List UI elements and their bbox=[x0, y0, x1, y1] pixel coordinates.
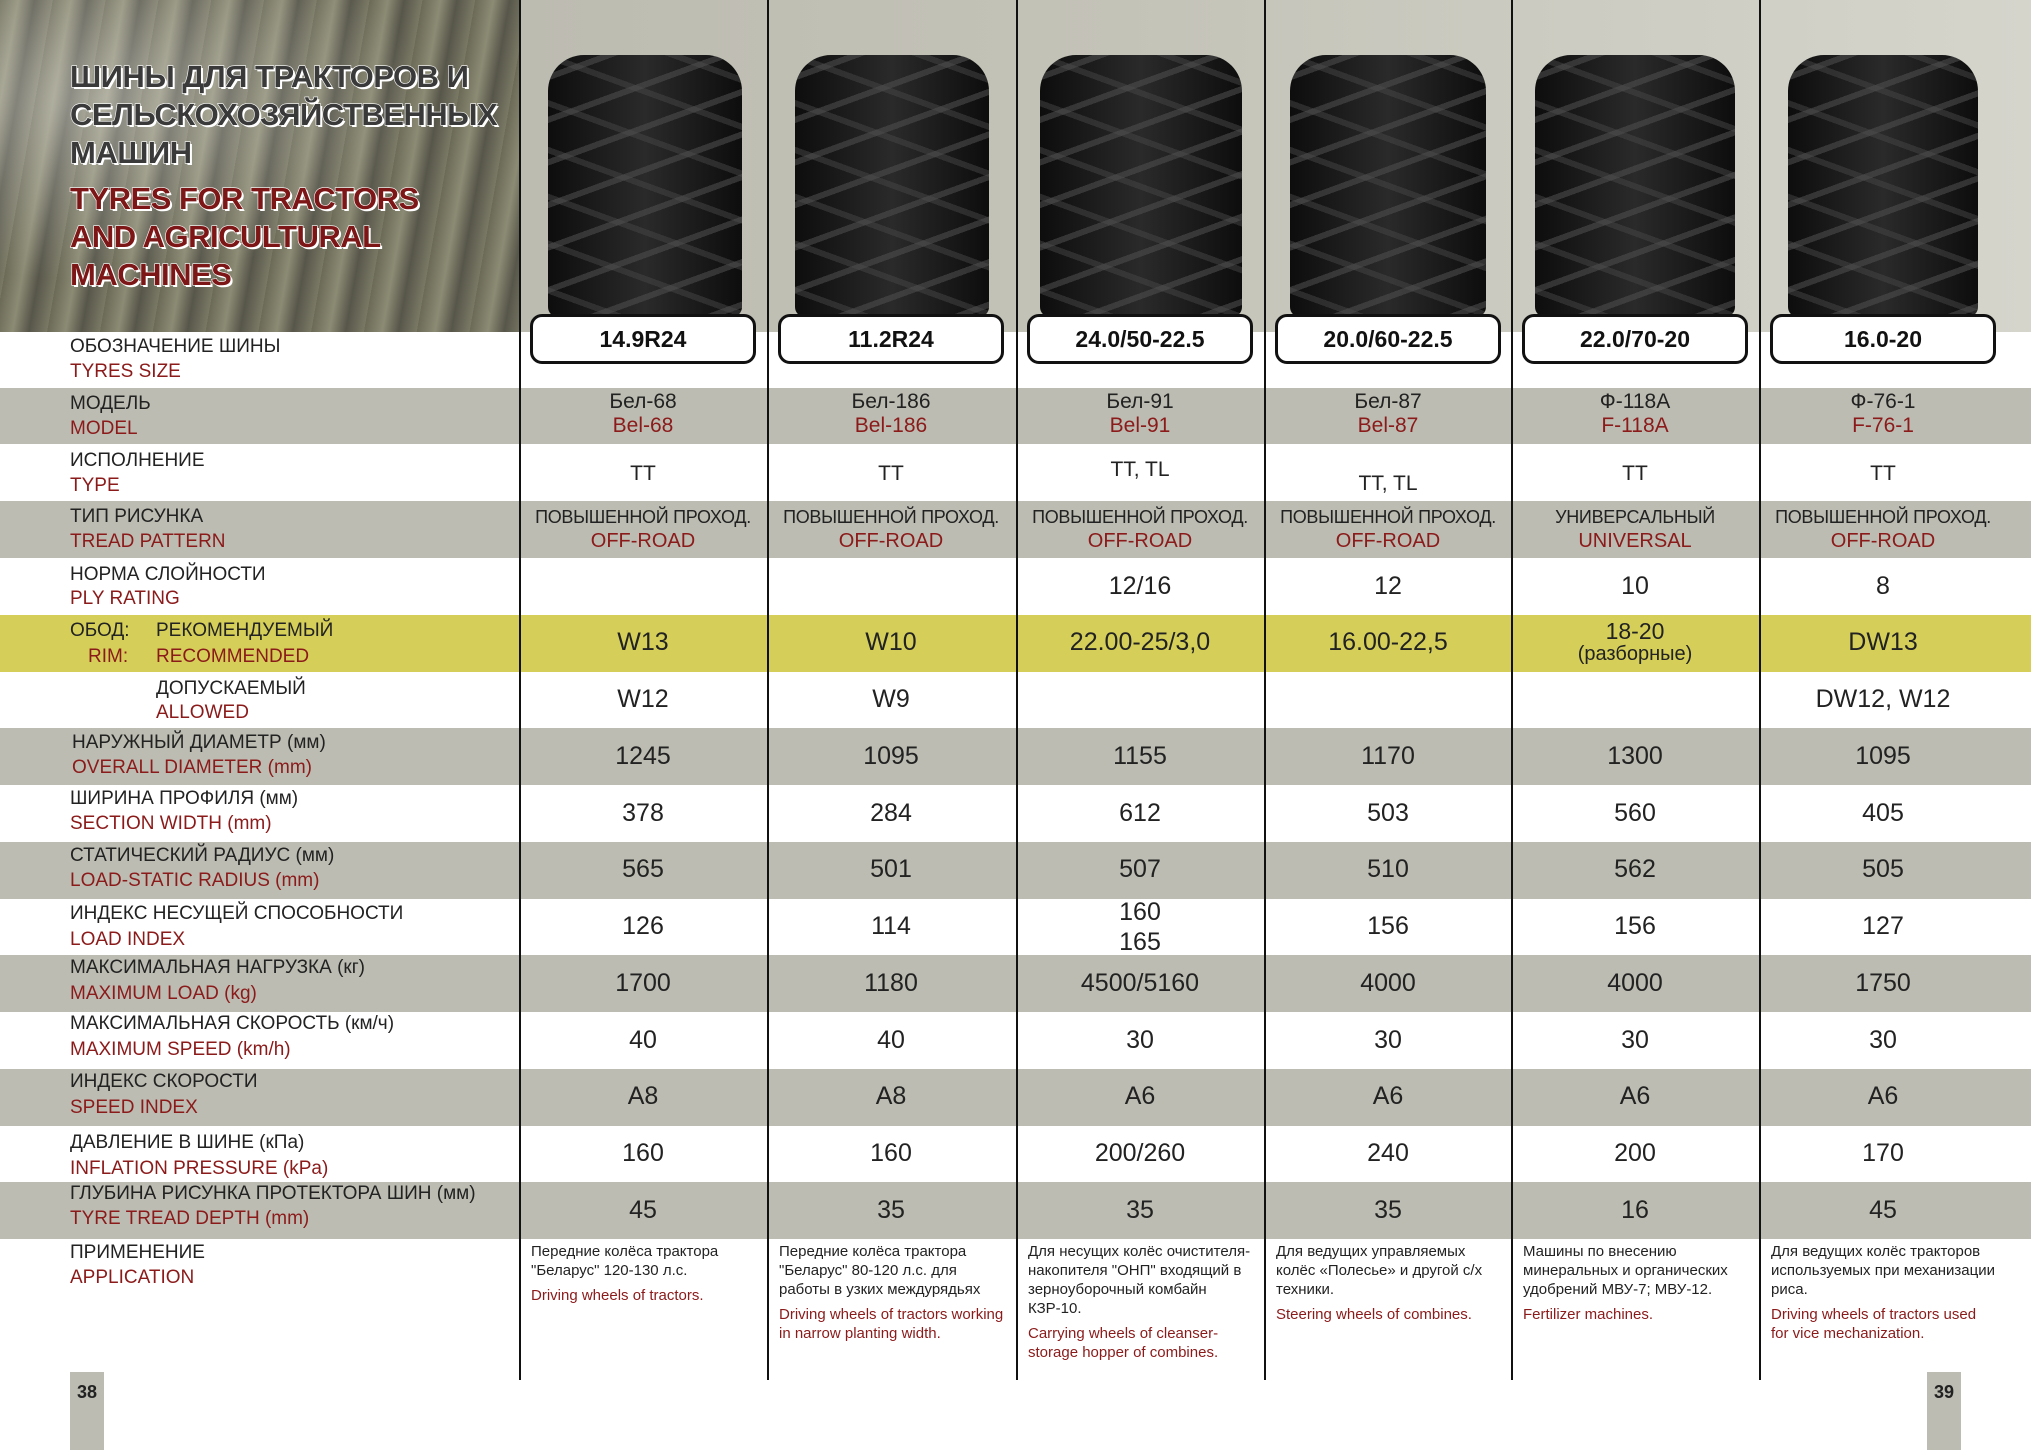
tyre-size-3: 24.0/50-22.5 bbox=[1027, 314, 1253, 364]
cell-model-ru: Бел-68 bbox=[609, 390, 677, 413]
cell-model-ru: Бел-186 bbox=[851, 390, 931, 413]
cell-width: 612 bbox=[1119, 799, 1161, 827]
label-speedindex-ru: ИНДЕКС СКОРОСТИ bbox=[70, 1071, 258, 1092]
tyre-image-1 bbox=[548, 55, 742, 317]
label-ply-en: PLY RATING bbox=[70, 588, 180, 609]
label-diameter-ru: НАРУЖНЫЙ ДИАМЕТР (мм) bbox=[72, 732, 326, 753]
cell-speed-index: A8 bbox=[627, 1082, 659, 1110]
cell-type: TT bbox=[878, 462, 904, 485]
cell-load-index: 156 bbox=[1614, 912, 1656, 940]
cell-diameter: 1155 bbox=[1113, 742, 1167, 770]
cell-tread-depth: 45 bbox=[629, 1196, 657, 1224]
label-ply-ru: НОРМА СЛОЙНОСТИ bbox=[70, 564, 266, 585]
label-maxspeed-en: MAXIMUM SPEED (km/h) bbox=[70, 1039, 291, 1060]
cell-diameter: 1095 bbox=[863, 742, 919, 770]
tyre-image-2 bbox=[795, 55, 989, 317]
cell-model-ru: Ф-118А bbox=[1599, 390, 1671, 413]
cell-tread-en: OFF-ROAD bbox=[1335, 530, 1441, 552]
label-radius-ru: СТАТИЧЕСКИЙ РАДИУС (мм) bbox=[70, 845, 335, 866]
cell-tread-depth: 35 bbox=[1374, 1196, 1402, 1224]
label-rim-rec-ru: РЕКОМЕНДУЕМЫЙ bbox=[156, 620, 334, 641]
application-en: Driving wheels of tractors. bbox=[531, 1287, 704, 1304]
cell-type: TT bbox=[1870, 462, 1896, 485]
cell-application bbox=[1028, 1242, 1254, 1362]
cell-tread-en: OFF-ROAD bbox=[1087, 530, 1193, 552]
page-number-right: 39 bbox=[1927, 1372, 1961, 1450]
label-width-ru: ШИРИНА ПРОФИЛЯ (мм) bbox=[70, 788, 299, 809]
title-ru: ШИНЫ ДЛЯ ТРАКТОРОВ И СЕЛЬСКОХОЗЯЙСТВЕННЫХ МАШИН bbox=[70, 59, 498, 170]
cell-width: 560 bbox=[1614, 799, 1656, 827]
application-ru: Машины по внесению минеральных и органических удобрений МВУ-7; МВУ-12. bbox=[1523, 1243, 1728, 1298]
cell-tread-ru: УНИВЕРСАЛЬНЫЙ bbox=[1555, 507, 1715, 527]
column-divider bbox=[1016, 0, 1018, 1380]
cell-tread-depth: 35 bbox=[1126, 1196, 1154, 1224]
cell-tread-ru: ПОВЫШЕННОЙ ПРОХОД. bbox=[535, 507, 751, 527]
label-loadindex-en: LOAD INDEX bbox=[70, 929, 186, 950]
cell-width: 284 bbox=[870, 799, 912, 827]
cell-model-ru: Бел-87 bbox=[1354, 390, 1422, 413]
cell-rim-recommended: W10 bbox=[865, 628, 917, 656]
cell-speed-index: A6 bbox=[1867, 1082, 1899, 1110]
cell-speed-index: A6 bbox=[1619, 1082, 1651, 1110]
cell-application bbox=[1276, 1242, 1502, 1324]
cell-pressure: 240 bbox=[1367, 1139, 1409, 1167]
tyre-size-4: 20.0/60-22.5 bbox=[1275, 314, 1501, 364]
cell-radius: 507 bbox=[1119, 855, 1161, 883]
cell-type: TT bbox=[630, 462, 656, 485]
cell-load-index: 156 bbox=[1367, 912, 1409, 940]
cell-width: 405 bbox=[1862, 799, 1904, 827]
cell-rim-allowed: W9 bbox=[872, 685, 910, 713]
cell-max-load: 4000 bbox=[1607, 969, 1663, 997]
tyre-size-5: 22.0/70-20 bbox=[1522, 314, 1748, 364]
cell-model-ru: Ф-76-1 bbox=[1850, 390, 1916, 413]
cell-speed-index: A8 bbox=[875, 1082, 907, 1110]
application-ru: Для ведущих колёс тракторов используемых при механизации риса. bbox=[1771, 1243, 1995, 1298]
label-tread-en: TREAD PATTERN bbox=[70, 531, 226, 552]
cell-tread-ru: ПОВЫШЕННОЙ ПРОХОД. bbox=[1280, 507, 1496, 527]
cell-application bbox=[1771, 1242, 1997, 1343]
application-ru: Передние колёса трактора "Беларус" 80-120 л.с. для работы в узких междурядьях bbox=[779, 1243, 981, 1298]
cell-rim-note: (разборные) bbox=[1577, 643, 1693, 665]
cell-pressure: 160 bbox=[622, 1139, 664, 1167]
cell-model-en: Bel-87 bbox=[1357, 414, 1419, 437]
cell-max-load: 1700 bbox=[615, 969, 671, 997]
application-ru: Для несущих колёс очистителя-накопителя "ОНП" входящий в зерноуборочный комбайн КЗР-10. bbox=[1028, 1243, 1251, 1317]
cell-width: 378 bbox=[622, 799, 664, 827]
label-width-en: SECTION WIDTH (mm) bbox=[70, 813, 272, 834]
cell-tread-ru: ПОВЫШЕННОЙ ПРОХОД. bbox=[1032, 507, 1248, 527]
cell-radius: 505 bbox=[1862, 855, 1904, 883]
column-divider bbox=[1264, 0, 1266, 1380]
cell-tread-en: OFF-ROAD bbox=[590, 530, 696, 552]
label-depth-ru: ГЛУБИНА РИСУНКА ПРОТЕКТОРА ШИН (мм) bbox=[70, 1183, 476, 1204]
label-model-en: MODEL bbox=[70, 418, 138, 439]
application-en: Driving wheels of tractors working in narrow planting width. bbox=[779, 1306, 1004, 1342]
tyre-image-3 bbox=[1040, 55, 1242, 317]
application-ru: Передние колёса трактора "Беларус" 120-130 л.с. bbox=[531, 1243, 719, 1279]
cell-diameter: 1245 bbox=[615, 742, 671, 770]
cell-radius: 565 bbox=[622, 855, 664, 883]
tyre-image-6 bbox=[1788, 55, 1978, 317]
cell-tread-ru: ПОВЫШЕННОЙ ПРОХОД. bbox=[783, 507, 999, 527]
tyre-image-5 bbox=[1535, 55, 1735, 317]
cell-model-ru: Бел-91 bbox=[1106, 390, 1174, 413]
cell-pressure: 200/260 bbox=[1094, 1139, 1186, 1167]
cell-width: 503 bbox=[1367, 799, 1409, 827]
cell-tread-depth: 35 bbox=[877, 1196, 905, 1224]
cell-tread-ru: ПОВЫШЕННОЙ ПРОХОД. bbox=[1775, 507, 1991, 527]
cell-max-speed: 30 bbox=[1621, 1026, 1649, 1054]
cell-max-load: 4500/5160 bbox=[1080, 969, 1200, 997]
header-photo-tractor-tyre bbox=[0, 0, 520, 332]
cell-model-en: Bel-186 bbox=[854, 414, 928, 437]
cell-type: TT, TL bbox=[1358, 472, 1418, 495]
cell-type: TT, TL bbox=[1110, 458, 1170, 481]
cell-rim-recommended: 16.00-22,5 bbox=[1328, 628, 1448, 656]
label-maxload-en: MAXIMUM LOAD (kg) bbox=[70, 983, 257, 1004]
label-type-ru: ИСПОЛНЕНИЕ bbox=[70, 450, 205, 471]
cell-ply: 8 bbox=[1876, 572, 1890, 600]
cell-tread-depth: 45 bbox=[1869, 1196, 1897, 1224]
cell-tread-en: OFF-ROAD bbox=[1830, 530, 1936, 552]
cell-load-index: 127 bbox=[1862, 912, 1904, 940]
label-pressure-ru: ДАВЛЕНИЕ В ШИНЕ (кПа) bbox=[70, 1132, 305, 1153]
cell-application bbox=[531, 1242, 757, 1305]
cell-load-index: 126 bbox=[622, 912, 664, 940]
cell-load-index: 114 bbox=[871, 912, 911, 940]
cell-load-index-2: 165 bbox=[1119, 928, 1161, 956]
application-ru: Для ведущих управляемых колёс «Полесье» и другой с/х техники. bbox=[1276, 1243, 1483, 1298]
label-rim-en: RIM: bbox=[88, 646, 129, 667]
cell-rim-allowed: W12 bbox=[617, 685, 669, 713]
application-en: Driving wheels of tractors used for vice mechanization. bbox=[1771, 1306, 1977, 1342]
cell-model-en: Bel-68 bbox=[612, 414, 674, 437]
cell-speed-index: A6 bbox=[1372, 1082, 1404, 1110]
cell-radius: 501 bbox=[870, 855, 912, 883]
label-diameter-en: OVERALL DIAMETER (mm) bbox=[72, 757, 312, 778]
cell-max-speed: 30 bbox=[1126, 1026, 1154, 1054]
cell-rim-recommended: DW13 bbox=[1848, 628, 1918, 656]
cell-radius: 510 bbox=[1367, 855, 1409, 883]
cell-model-en: F-118A bbox=[1601, 414, 1669, 437]
cell-max-load: 4000 bbox=[1360, 969, 1416, 997]
label-tread-ru: ТИП РИСУНКА bbox=[70, 506, 204, 527]
title-en: TYRES FOR TRACTORS AND AGRICULTURAL MACHINES bbox=[70, 181, 419, 292]
label-radius-en: LOAD-STATIC RADIUS (mm) bbox=[70, 870, 320, 891]
cell-max-speed: 40 bbox=[877, 1026, 905, 1054]
cell-application bbox=[779, 1242, 1005, 1343]
cell-type: TT bbox=[1622, 462, 1648, 485]
cell-speed-index: A6 bbox=[1124, 1082, 1156, 1110]
cell-ply: 12/16 bbox=[1108, 572, 1172, 600]
cell-application bbox=[1523, 1242, 1749, 1324]
cell-tread-en: OFF-ROAD bbox=[838, 530, 944, 552]
column-divider bbox=[1511, 0, 1513, 1380]
application-en: Steering wheels of combines. bbox=[1276, 1306, 1472, 1323]
label-maxload-ru: МАКСИМАЛЬНАЯ НАГРУЗКА (кг) bbox=[70, 957, 365, 978]
cell-diameter: 1300 bbox=[1607, 742, 1663, 770]
cell-radius: 562 bbox=[1614, 855, 1656, 883]
label-loadindex-ru: ИНДЕКС НЕСУЩЕЙ СПОСОБНОСТИ bbox=[70, 903, 404, 924]
cell-pressure: 200 bbox=[1614, 1139, 1656, 1167]
cell-tread-en: UNIVERSAL bbox=[1578, 530, 1692, 552]
cell-rim-allowed: DW12, W12 bbox=[1815, 685, 1951, 713]
cell-ply: 12 bbox=[1374, 572, 1402, 600]
cell-rim-recommended: 18-20 bbox=[1605, 618, 1665, 644]
label-rim-rec-en: RECOMMENDED bbox=[156, 646, 310, 667]
cell-pressure: 160 bbox=[870, 1139, 912, 1167]
tyre-size-6: 16.0-20 bbox=[1770, 314, 1996, 364]
label-application-ru: ПРИМЕНЕНИЕ bbox=[70, 1242, 205, 1263]
label-maxspeed-ru: МАКСИМАЛЬНАЯ СКОРОСТЬ (км/ч) bbox=[70, 1013, 395, 1034]
page-number-left: 38 bbox=[70, 1372, 104, 1450]
application-en: Carrying wheels of cleanser-storage hopper of combines. bbox=[1028, 1325, 1219, 1361]
cell-max-load: 1180 bbox=[864, 969, 918, 997]
cell-model-en: Bel-91 bbox=[1109, 414, 1171, 437]
cell-rim-recommended: 22.00-25/3,0 bbox=[1069, 628, 1211, 656]
tyre-image-4 bbox=[1290, 55, 1486, 317]
cell-model-en: F-76-1 bbox=[1852, 414, 1914, 437]
cell-diameter: 1170 bbox=[1361, 742, 1415, 770]
cell-max-speed: 30 bbox=[1869, 1026, 1897, 1054]
cell-ply: 10 bbox=[1621, 572, 1649, 600]
label-size-ru: ОБОЗНАЧЕНИЕ ШИНЫ bbox=[70, 336, 281, 357]
label-size-en: TYRES SIZE bbox=[70, 361, 181, 382]
tyre-size-2: 11.2R24 bbox=[778, 314, 1004, 364]
label-type-en: TYPE bbox=[70, 475, 120, 496]
cell-rim-recommended: W13 bbox=[617, 628, 669, 656]
label-speedindex-en: SPEED INDEX bbox=[70, 1097, 198, 1118]
application-en: Fertilizer machines. bbox=[1523, 1306, 1654, 1323]
label-pressure-en: INFLATION PRESSURE (kPa) bbox=[70, 1158, 329, 1179]
label-model-ru: МОДЕЛЬ bbox=[70, 393, 151, 414]
label-rim-allowed-en: ALLOWED bbox=[156, 702, 249, 723]
cell-max-speed: 40 bbox=[629, 1026, 657, 1054]
label-rim-ru: ОБОД: bbox=[70, 620, 130, 641]
cell-diameter: 1095 bbox=[1855, 742, 1911, 770]
cell-tread-depth: 16 bbox=[1621, 1196, 1649, 1224]
cell-pressure: 170 bbox=[1862, 1139, 1904, 1167]
cell-load-index: 160 bbox=[1119, 898, 1161, 926]
cell-max-speed: 30 bbox=[1374, 1026, 1402, 1054]
label-rim-allowed-ru: ДОПУСКАЕМЫЙ bbox=[156, 678, 306, 699]
label-application-en: APPLICATION bbox=[70, 1267, 195, 1288]
tyre-size-1: 14.9R24 bbox=[530, 314, 756, 364]
cell-max-load: 1750 bbox=[1855, 969, 1911, 997]
label-depth-en: TYRE TREAD DEPTH (mm) bbox=[70, 1208, 310, 1229]
